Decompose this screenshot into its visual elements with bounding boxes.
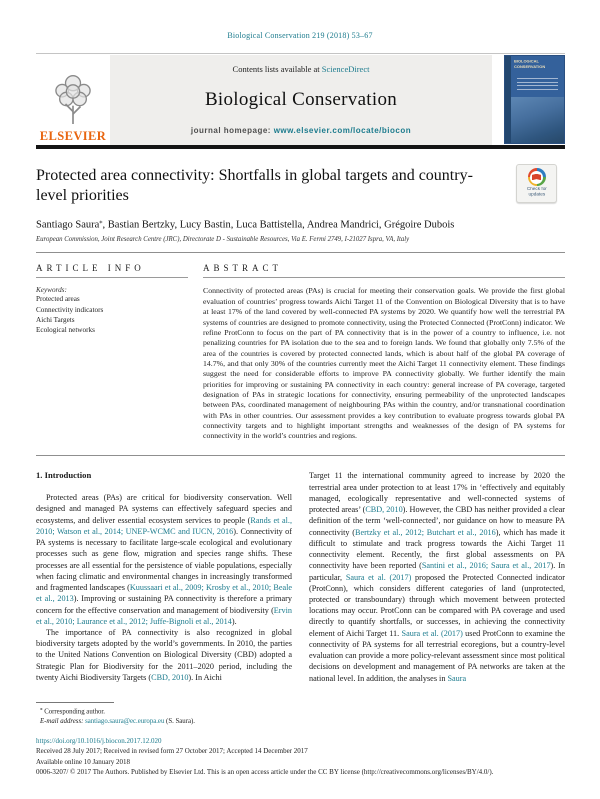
open-book-icon bbox=[532, 174, 541, 181]
check-for-updates-label: Check for updates bbox=[526, 187, 547, 198]
divider bbox=[36, 252, 565, 253]
text-run: used ProtConn to examine the connectivity of PA systems for all terrestrial ecoregions, but a country-level evaluation can provide a more policy-relevant assessment since most political decisions on development and management of PA networks are taken at the national level. In addition, the analyses in bbox=[309, 628, 565, 683]
citation-link[interactable]: Saura et al. (2017) bbox=[345, 572, 412, 582]
elsevier-logo[interactable] bbox=[36, 55, 110, 145]
article-title: Protected area connectivity: Shortfalls in global targets and country-level priorities bbox=[36, 167, 473, 205]
footnote-marker: ⁎ bbox=[40, 707, 43, 713]
text-run: The importance of PA connectivity is also recognized in global biodiversity targets adopted by the world’s governments. In 2010, the parties to the United Nations Convention on Biological Diversity (CBD) adopted a Strategic Plan for Biodiversity for the 2011–2020 period, including the twenty Aichi Biodiversity Targets ( bbox=[36, 628, 292, 682]
email-link[interactable]: santiago.saura@ec.europa.eu bbox=[85, 717, 165, 725]
sciencedirect-link[interactable]: ScienceDirect bbox=[321, 64, 370, 74]
divider bbox=[203, 277, 565, 278]
keyword-item: Connectivity indicators bbox=[36, 305, 104, 314]
article-info-section bbox=[36, 263, 188, 446]
journal-citation: Biological Conservation 219 (2018) 53–67 bbox=[227, 31, 373, 40]
text-run: ). However, the CBD has neither provided a clear definition of the term ‘well-connected’, nor guidance on how to measure PA connectivity ( bbox=[309, 505, 566, 537]
text-run: ). In particular, bbox=[309, 561, 565, 582]
divider bbox=[36, 53, 565, 54]
title-block bbox=[36, 166, 565, 207]
masthead bbox=[36, 55, 565, 145]
keyword-item: Ecological networks bbox=[36, 326, 95, 335]
intro-paragraph bbox=[36, 492, 292, 627]
citation-link[interactable]: Saura bbox=[447, 673, 467, 683]
cover-title: BIOLOGICAL CONSERVATION bbox=[514, 60, 546, 69]
footer-copyright: 0006-3207/ © 2017 The Authors. Published by Elsevier Ltd. This is an open access article under the CC BY license (http://creativecommons.org/licenses/BY/4.0/). bbox=[36, 768, 494, 777]
cover-photo bbox=[511, 97, 564, 143]
citation-link[interactable]: CBD, 2010 bbox=[365, 505, 403, 515]
keywords-label: Keywords: bbox=[36, 286, 67, 295]
divider bbox=[36, 455, 565, 456]
cover-text-lines bbox=[517, 78, 558, 92]
footer-available: Available online 10 January 2018 bbox=[36, 757, 130, 766]
contents-prefix: Contents lists available at bbox=[232, 64, 322, 74]
text-run: proposed the Protected Connected indicator (ProtConn), which considers different categories of land (unprotected, protected or transboundary) through which movement between protected locations may occur. ProtConn can be compared with PA coverage and used directly to quantify shortfalls, or successes, in achieving the connectivity element of Aichi Target 11. bbox=[309, 572, 565, 638]
email-suffix: (S. Saura). bbox=[164, 717, 195, 725]
crossmark-icon bbox=[528, 168, 546, 186]
keyword-item: Protected areas bbox=[36, 295, 80, 304]
email-note bbox=[36, 717, 292, 726]
author-names-rest: , Bastian Bertzky, Lucy Bastin, Luca Battistella, Andrea Mandrici, Grégoire Dubois bbox=[102, 219, 455, 231]
homepage-prefix: journal homepage: bbox=[190, 126, 274, 135]
doi-link[interactable]: https://doi.org/10.1016/j.biocon.2017.12.020 bbox=[36, 737, 162, 745]
info-section bbox=[36, 263, 565, 446]
text-run: ). Improving or sustaining PA connectivity is therefore a primary concern for the effective conservation and management of biodiversity ( bbox=[36, 594, 292, 615]
citation-link[interactable]: Kuussaari et al., 2009; Krosby et al., 2010; Beale et al., 2013 bbox=[36, 583, 293, 604]
citation-link[interactable]: Saura et al. (2017) bbox=[401, 628, 463, 638]
email-label: E-mail address: bbox=[40, 717, 84, 725]
corresponding-author-note: ⁎ Corresponding author. bbox=[40, 707, 105, 716]
check-for-updates-badge[interactable] bbox=[516, 164, 557, 203]
text-run: ). Connectivity of PA systems is necessary to facilitate large-scale ecological and evolutionary processes such as gene flow, migration and species range shifts. These processes are all essential for the persistence of viable populations, especially when facing climatic and environmental changes in increasingly transformed and fragmented landscapes ( bbox=[36, 526, 293, 593]
intro-paragraph bbox=[36, 627, 292, 683]
divider bbox=[36, 277, 188, 278]
homepage-line bbox=[191, 126, 411, 135]
article-info-heading: ARTICLE INFO bbox=[36, 263, 145, 274]
body-section bbox=[36, 470, 565, 726]
citation-link[interactable]: CBD, 2010 bbox=[151, 672, 189, 682]
journal-banner bbox=[110, 55, 492, 145]
homepage-link[interactable]: www.elsevier.com/locate/biocon bbox=[273, 126, 412, 135]
citation-link[interactable]: Bertzky et al., 2012; Butchart et al., 2016 bbox=[355, 527, 496, 537]
abstract-text: Connectivity of protected areas (PAs) is crucial for meeting their conservation goals. We provide the first global evaluation of countries’ progress towards Aichi Target 11 of the Convention on Biological Diversity that is to have at least 17% of the land covered by well-connected PA systems by 2020. We quantify how well the terrestrial PA systems of countries are designed to promote connectivity, using the Protected Connected (ProtConn) indicator. We refine ProtConn to focus on the part of PA connectivity that is in the power of a country to influence, i.e. not penalizing countries for PA isolation due to the sea and to foreign lands. We found that globally only 7.5% of the area of the countries is covered by protected connected lands, which is about half of the global PA coverage of 14.7%, and that only 30% of the countries currently meet the Aichi Target 11 connectivity element. These findings suggest the need for considerable efforts to improve PA connectivity globally. We further identify the main priorities for improving or sustaining PA connectivity in each country: general increase of PA coverage, targeted designation of PAs in strategic locations for connectivity, ensuring permeability of the unprotected landscapes between PAs, coordinated management of neighbouring PAs within the country, and/or transnational coordination with PAs in other countries. Our assessment provides a key contribution to evaluate progress towards global PA connectivity targets and to highlight important strengths and weaknesses of the design of PA systems for connectivity in the world’s countries and regions. bbox=[203, 286, 565, 441]
journal-title: Biological Conservation bbox=[204, 89, 398, 110]
introduction-heading: 1. Introduction bbox=[36, 470, 92, 481]
footnote bbox=[36, 702, 292, 726]
footer bbox=[36, 736, 570, 777]
elsevier-wordmark: ELSEVIER bbox=[39, 129, 107, 143]
cover-column bbox=[492, 55, 565, 145]
corresponding-author-marker[interactable]: ⁎ bbox=[99, 217, 103, 225]
text-run: ). bbox=[231, 616, 237, 626]
keyword-item: Aichi Targets bbox=[36, 315, 75, 324]
abstract-heading: ABSTRACT bbox=[203, 263, 283, 274]
citation-link[interactable]: Ervin et al., 2010; Laurance et al., 2012; Juffe-Bignoli et al., 2014 bbox=[36, 605, 292, 626]
text-run: Protected areas (PAs) are critical for biodiversity conservation. Well designed and managed PA systems can effectively safeguard species and ecosystems, and deliver essential ecosystem services to people ( bbox=[36, 493, 292, 525]
text-run: ). In Aichi bbox=[188, 672, 222, 682]
abstract-section bbox=[203, 263, 565, 446]
right-column bbox=[309, 470, 565, 726]
text-run: Target 11 the international community agreed to increase by 2020 the terrestrial area under protection to at least 17% in ‘effectively and equitably managed, ecologically representative and well-connected systems of protected areas’ ( bbox=[309, 471, 565, 515]
intro-paragraph bbox=[309, 470, 565, 683]
left-column bbox=[36, 470, 292, 726]
footer-history: Received 28 July 2017; Received in revised form 27 October 2017; Accepted 14 December 2017 bbox=[36, 747, 308, 756]
authors-line bbox=[36, 217, 565, 231]
affiliation: European Commission, Joint Research Centre (JRC), Directorate D - Sustainable Resources, Via E. Fermi 2749, I-21027 Ispra, VA, Italy bbox=[36, 236, 410, 244]
citation-link[interactable]: Santini et al., 2016; Saura et al., 2017 bbox=[421, 561, 551, 571]
citation-link[interactable]: Rands et al., 2010; Watson et al., 2014; UNEP-WCMC and IUCN, 2016 bbox=[36, 515, 292, 536]
footnote-divider bbox=[36, 702, 114, 703]
elsevier-tree-icon bbox=[48, 70, 98, 128]
text-run: ), which has made it difficult to stimulate and track progress towards the Aichi Target 11 connectivity element. Recently, the first global assessments on PA connectivity have been reported ( bbox=[309, 527, 565, 571]
contents-line bbox=[233, 64, 370, 74]
author-name-first: Santiago Saura bbox=[36, 219, 100, 231]
journal-cover-thumbnail[interactable] bbox=[504, 55, 565, 144]
divider-black bbox=[36, 145, 565, 149]
